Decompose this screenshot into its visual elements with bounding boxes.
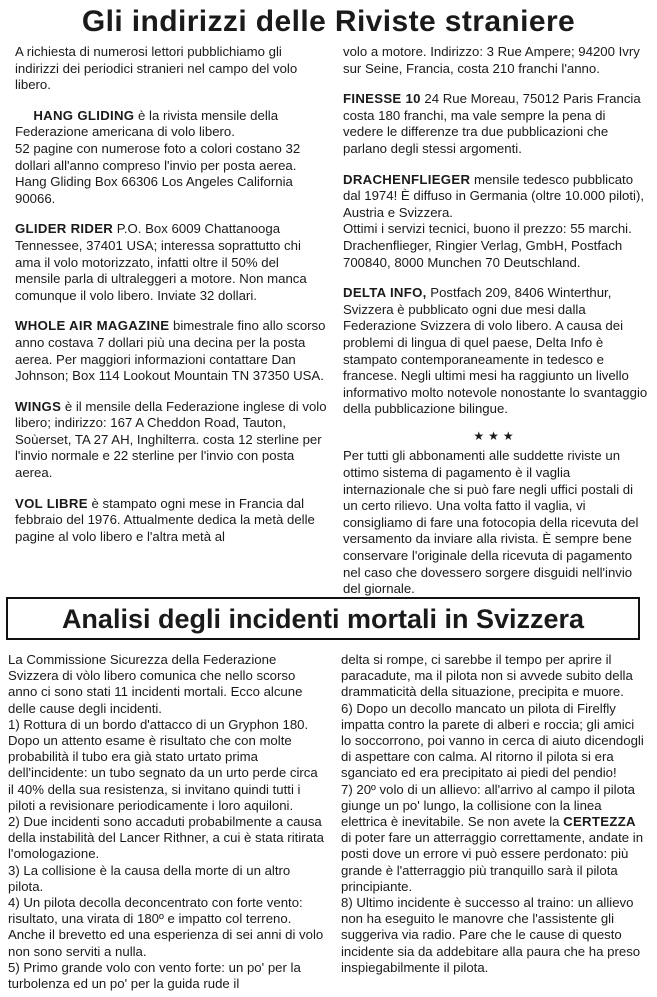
incident-item: 4) Un pilota decolla deconcentrato con forte vento: risultato, una virata di 180º e impatto col terreno. Anche il brevetto ed una esperienza di sei anni di volo non sono serviti a nulla.	[8, 895, 324, 959]
hang-gliding-entry: HANG GLIDING è la rivista mensile della Federazione americana di volo libero.	[15, 107, 279, 140]
column-right-top	[343, 44, 648, 598]
incident-item: 5) Primo grande volo con vento forte: un po' per la turbolenza ed un po' per la guida rude il	[8, 959, 301, 992]
drachenflieger-details: Ottimi i servizi tecnici, buono il prezzo: 55 marchi. Drachenflieger, Ringier Verlag, GmbH, Postfach 700840, 8000 Munchen 70 Deutschland.	[343, 221, 632, 270]
incident-item: 1) Rottura di un bordo d'attacco di un Gryphon 180. Dopo un attento esame è risultato che con molte probabilità il tubo era già stato urtato prima dell'incidente: un tubo segnato da un urto perde circa il 40% della sua resistenza, si invitano quindi tutti i piloti a revisionare periodicamente i loro aquiloni.	[8, 716, 318, 813]
incident-item: 7) 20º volo di un allievo: all'arrivo al campo il pilota giunge un po' lungo, la collisione con la linea elettrica è inevitabile. Se non avete la CERTEZZA di poter fare un atterraggio correttamente, andate in posti dove un errore vi può essere perdonato: più grande è l'atterraggio più tranquillo sarà il pilota principiante.	[341, 781, 644, 894]
section-divider-stars: ★★★	[473, 428, 518, 443]
magazine-name: WHOLE AIR MAGAZINE	[15, 318, 170, 334]
section-title: Analisi degli incidenti mortali in Svizzera	[61, 604, 585, 634]
hang-gliding-address: Hang Gliding Box 66306 Los Angeles California 90066.	[15, 174, 293, 206]
wings-entry: WINGS è il mensile della Federazione inglese di volo libero; indirizzo: 167 A Cheddon Road, Tauton, Soùerset, TA 27 AH, Inghilterra. costa 12 sterline per l'invio normale e 22 sterline per l'invio con posta aerea.	[15, 398, 327, 481]
finesse-entry: FINESSE 10 24 Rue Moreau, 75012 Paris Francia costa 180 franchi, ma vale sempre la pena di vedere le differenze tra due pubblicazioni che parlano degli stessi argomenti.	[343, 91, 641, 156]
column-left-top	[15, 44, 327, 545]
incident-item: 8) Ultimo incidente è successo al traino: un allievo non ha eseguito le manovre che l'assistente gli suggeriva via radio. Pare che le cause di questo incidente sia da addebitare alla paura che ha preso inspiegabilmente il pilota.	[341, 895, 641, 975]
whole-air-entry: WHOLE AIR MAGAZINE bimestrale fino allo scorso anno costava 7 dollari più una decina per la posta aerea. Per maggiori informazioni contattare Dan Johnson; Box 114 Lookout Mountain TN 37350 USA.	[15, 318, 326, 384]
magazine-name: HANG GLIDING	[33, 107, 135, 123]
magazine-name: GLIDER RIDER	[15, 221, 114, 237]
incidents-intro: La Commissione Sicurezza della Federazione Svizzera di vòlo libero comunica che nello scorso anno ci sono stati 11 incidenti mortali. Ecco alcune delle cause degli incidenti.	[8, 652, 303, 716]
delta-info-entry: DELTA INFO, Postfach 209, 8406 Winterthur, Svizzera è pubblicato ogni due mesi dalla Federazione Svizzera di volo libero. A causa dei problemi di lingua di quel paese, Delta Info è stampato contemporaneamente in tedesco e francese. Negli ultimi mesi ha raggiunto un livello informativo molto notevole nonostante lo svantaggio della pubblicazione bilingue.	[343, 285, 648, 417]
column-right-bottom	[341, 652, 647, 976]
incident-item: 6) Dopo un decollo mancato un pilota di Firelfly impatta contro la parete di alberi e roccia; gli amici lo soccorrono, poi vanno in cerca di aiuto dicendogli di aspettare con calma. Al ritorno il pilota si era sganciato ed era precipitato ai piedi del pendio!	[341, 700, 644, 781]
closing-paragraph: Per tutti gli abbonamenti alle suddette riviste un ottimo sistema di pagamento è il vaglia internazionale che si può fare negli uffici postali di un certo rilievo. Una volta fatto il vaglia, vi consigliamo di fare una fotocopia della ricevuta del versamento da inviare alla rivista. È sempre bene conservare l'originale della ricevuta di pagamento nel caso che dovessero sorgere disguidi nell'invio del giornale.	[343, 448, 639, 597]
magazine-name: FINESSE 10	[343, 91, 421, 107]
vol-libre-continued: volo a motore. Indirizzo: 3 Rue Ampere; 94200 Ivry sur Seine, Francia, costa 210 franchi l'anno.	[343, 44, 640, 76]
incident-item-continued: delta si rompe, ci sarebbe il tempo per aprire il paracadute, ma il pilota non si avvede subito della drammaticità della situazione, precipita e muore.	[341, 652, 633, 700]
intro-paragraph: A richiesta di numerosi lettori pubblichiamo gli indirizzi dei periodici stranieri nel campo del volo libero.	[15, 44, 298, 93]
magazine-name: DRACHENFLIEGER	[343, 171, 471, 187]
incident-item: 3) La collisione è la causa della morte di un altro pilota.	[8, 862, 291, 894]
vol-libre-entry: VOL LIBRE è stampato ogni mese in Francia dal febbraio del 1976. Attualmente dedica la metà delle pagine al volo libero e l'altra metà al	[15, 495, 315, 544]
incident-item: 2) Due incidenti sono accaduti probabilmente a causa della instabilità del Lancer Rithner, a cui è stata ritirata l'omologazione.	[8, 814, 324, 862]
page-title: Gli indirizzi delle Riviste straniere	[81, 5, 576, 38]
magazine-name: VOL LIBRE	[15, 495, 88, 511]
hang-gliding-price: 52 pagine con numerose foto a colori costano 32 dollari all'anno compreso l'invio per posta aerea.	[15, 140, 301, 173]
section-title-box	[6, 597, 640, 640]
magazine-name: DELTA INFO,	[343, 285, 427, 301]
drachenflieger-entry: DRACHENFLIEGER mensile tedesco pubblicato dal 1974! È diffuso in Germania (oltre 10.000 piloti), Austria e Svizzera.	[343, 171, 645, 220]
column-left-bottom	[8, 652, 325, 992]
emphasis-word: CERTEZZA	[563, 814, 636, 830]
glider-rider-entry: GLIDER RIDER P.O. Box 6009 Chattanooga Tennessee, 37401 USA; interessa soprattutto chi ama il volo motorizzato, infatti oltre il 50% del mensile parla di ultraleggeri a motore. Non manca comunque il volo libero. Inviate 32 dollari.	[15, 221, 307, 303]
magazine-name: WINGS	[15, 398, 62, 414]
